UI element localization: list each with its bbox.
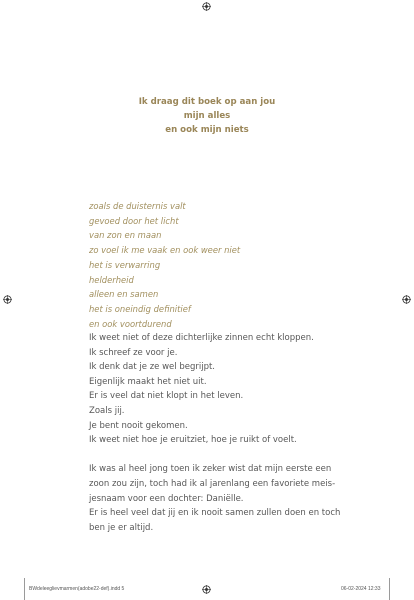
dedication-line: mijn alles bbox=[183, 111, 231, 122]
body-line: Eigenlijk maakt het niet uit. bbox=[89, 376, 207, 387]
slug-date: 06-02-2024 12:33 bbox=[341, 586, 381, 592]
registration-mark-top bbox=[202, 2, 211, 11]
crop-mark-bottom-left bbox=[24, 578, 25, 600]
body-line: Ik denk dat je ze wel begrijpt. bbox=[89, 362, 216, 373]
body-line: Ik weet niet of deze dichterlijke zinnen echt kloppen. bbox=[89, 333, 314, 343]
poem-line: van zon en maan bbox=[89, 230, 162, 241]
body-line: Zoals jij. bbox=[89, 405, 125, 416]
poem-line: het is oneindig definitief bbox=[89, 303, 191, 314]
poem-line: zoals de duisternis valt bbox=[89, 201, 186, 211]
body-line: jesnaam voor een dochter: Daniëlle. bbox=[89, 493, 244, 504]
body-line: Ik schreef ze voor je. bbox=[89, 347, 178, 358]
registration-mark-bottom bbox=[202, 585, 211, 594]
paragraph-gap bbox=[89, 448, 340, 463]
dedication-line: en ook mijn niets bbox=[165, 125, 249, 136]
body-line: Je bent nooit gekomen. bbox=[89, 420, 188, 431]
dedication bbox=[0, 95, 414, 138]
poem-line: het is verwarring bbox=[89, 259, 161, 270]
crop-mark-bottom-right bbox=[389, 578, 390, 600]
body-line: Er is veel dat niet klopt in het leven. bbox=[89, 391, 244, 402]
slug-filename: BWdeleeglievmarmen(adobe22-def).indd 5 bbox=[29, 586, 125, 592]
body-line: Ik weet niet hoe je eruitziet, hoe je ruikt of voelt. bbox=[89, 435, 297, 446]
registration-mark-left bbox=[3, 295, 12, 304]
dedication-line: Ik draag dit boek op aan jou bbox=[138, 97, 276, 107]
body-line: Er is heel veel dat jij en ik nooit samen zullen doen en toch bbox=[89, 508, 341, 519]
registration-mark-right bbox=[402, 295, 411, 304]
poem-line: zo voel ik me vaak en ook weer niet bbox=[89, 245, 241, 256]
poem-line: helderheid bbox=[89, 274, 134, 285]
body-text bbox=[89, 331, 340, 535]
poem bbox=[89, 199, 240, 331]
poem-line: gevoed door het licht bbox=[89, 215, 179, 226]
body-line: ben je er altijd. bbox=[89, 522, 154, 533]
poem-line: alleen en samen bbox=[89, 289, 159, 300]
poem-line: en ook voortdurend bbox=[89, 318, 172, 329]
body-line: zoon zou zijn, toch had ik al jarenlang een favoriete meis- bbox=[89, 478, 336, 489]
body-line: Ik was al heel jong toen ik zeker wist dat mijn eerste een bbox=[89, 464, 332, 475]
